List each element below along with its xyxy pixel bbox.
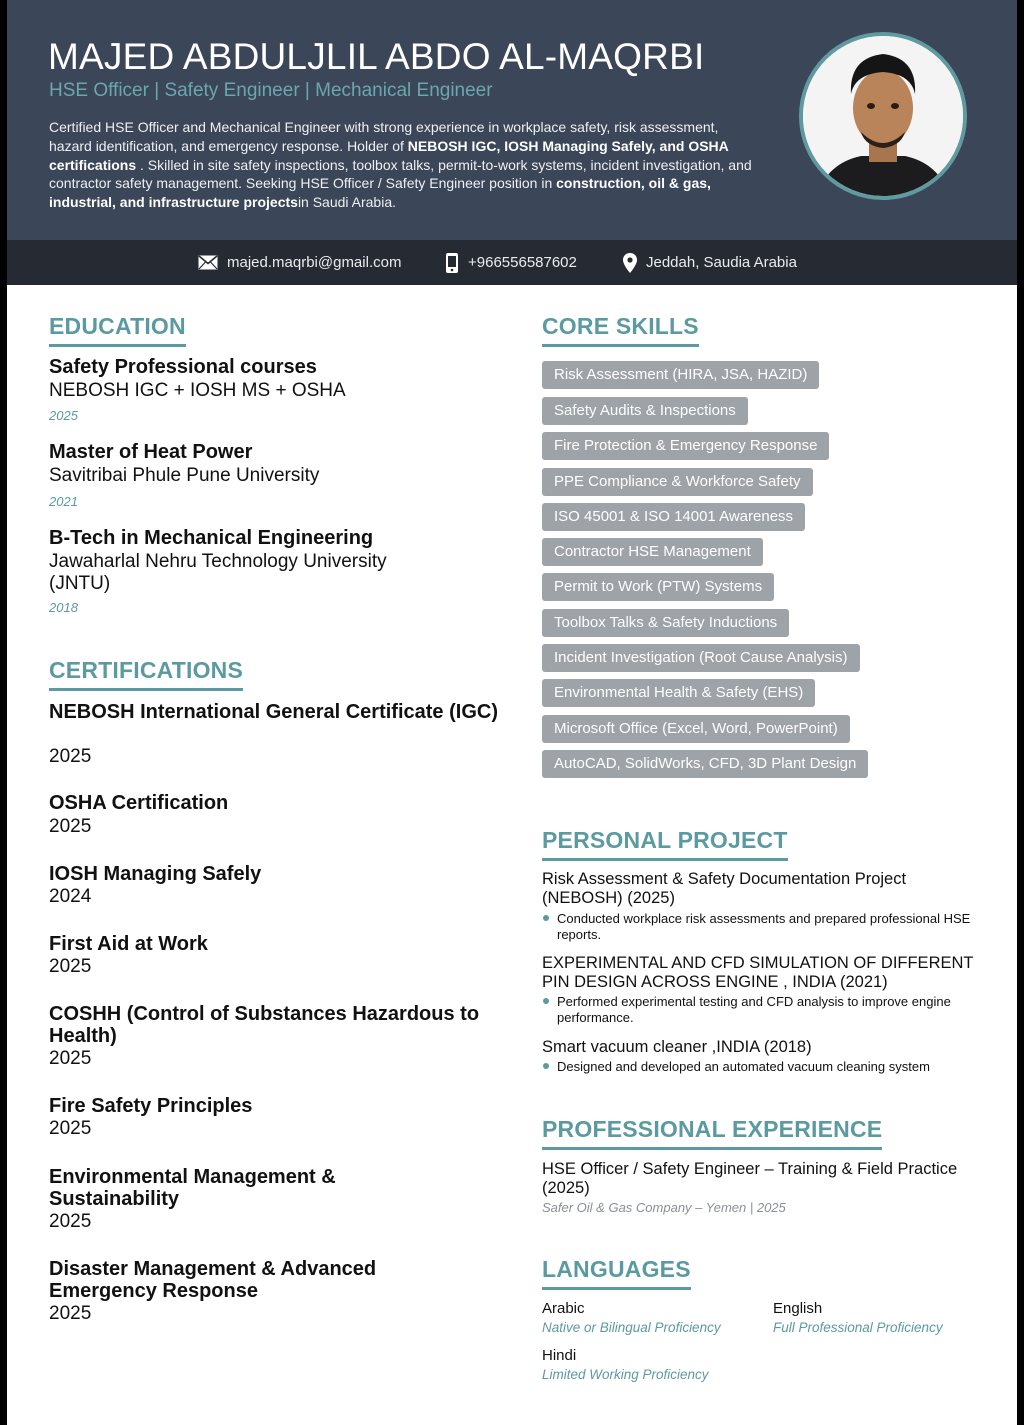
certification-year: 2025	[49, 1048, 92, 1069]
contact-email[interactable]	[198, 240, 401, 285]
phone-text: +966556587602	[468, 254, 577, 271]
experience-company: Safer Oil & Gas Company – Yemen | 2025	[542, 1200, 786, 1215]
candidate-name: MAJED ABDULJLIL ABDO AL-MAQRBI	[48, 36, 705, 77]
skill-chip: ISO 45001 & ISO 14001 Awareness	[542, 503, 805, 531]
experience-heading: PROFESSIONAL EXPERIENCE	[542, 1116, 882, 1150]
skill-chip: Permit to Work (PTW) Systems	[542, 573, 774, 601]
certification-name: IOSH Managing Safely	[49, 863, 262, 885]
language-name: English	[773, 1300, 823, 1317]
email-text: majed.maqrbi@gmail.com	[227, 254, 402, 271]
skill-chip: Contractor HSE Management	[542, 538, 763, 566]
language-level: Full Professional Proficiency	[773, 1320, 943, 1335]
certification-name: Fire Safety Principles	[49, 1095, 253, 1117]
project-title: EXPERIMENTAL AND CFD SIMULATION OF DIFFERENT PIN DESIGN ACROSS ENGINE , INDIA (2021)	[542, 954, 974, 991]
skill-chip: Microsoft Office (Excel, Word, PowerPoint)	[542, 715, 850, 743]
location-pin-icon	[623, 253, 637, 273]
education-year: 2018	[49, 600, 78, 615]
mail-icon	[198, 255, 218, 270]
certifications-heading: CERTIFICATIONS	[49, 657, 243, 691]
mobile-phone-icon	[445, 253, 459, 273]
summary-highlight-2: construction, oil & gas, industrial, and infrastructure projects	[49, 175, 711, 211]
certification-year: 2025	[49, 746, 92, 767]
skill-chip: PPE Compliance & Workforce Safety	[542, 468, 813, 496]
portrait-illustration	[803, 36, 963, 196]
education-year: 2021	[49, 494, 78, 509]
contact-location	[623, 240, 797, 285]
education-heading: EDUCATION	[49, 313, 186, 347]
certification-name: NEBOSH International General Certificate (IGC)	[49, 701, 498, 723]
summary-text-1: Certified HSE Officer and Mechanical Engineer with strong experience in workplace safety, risk assessment, hazard identification, and emergency response. Holder of	[49, 119, 719, 154]
language-name: Arabic	[542, 1300, 585, 1317]
profile-summary	[49, 118, 764, 212]
education-degree: Master of Heat Power	[49, 441, 253, 463]
project-detail: Conducted workplace risk assessments and prepared professional HSE reports.	[557, 911, 977, 943]
education-institution: NEBOSH IGC + IOSH MS + OSHA	[49, 380, 346, 401]
certification-name: Environmental Management & Sustainability	[49, 1166, 336, 1210]
certification-name: OSHA Certification	[49, 792, 229, 814]
project-detail: Performed experimental testing and CFD analysis to improve engine performance.	[557, 994, 977, 1026]
skill-chip: Fire Protection & Emergency Response	[542, 432, 829, 460]
language-name: Hindi	[542, 1347, 577, 1364]
language-level: Limited Working Proficiency	[542, 1367, 709, 1382]
skill-chip: Environmental Health & Safety (EHS)	[542, 679, 815, 707]
language-level: Native or Bilingual Proficiency	[542, 1320, 721, 1335]
education-institution: Jawaharlal Nehru Technology University (JNTU)	[49, 551, 387, 594]
certification-year: 2025	[49, 1118, 92, 1139]
contact-bar	[7, 240, 1017, 285]
header	[7, 0, 1017, 240]
certification-year: 2025	[49, 956, 92, 977]
languages-heading: LANGUAGES	[542, 1256, 691, 1290]
education-year: 2025	[49, 408, 78, 423]
certification-year: 2025	[49, 1303, 92, 1324]
education-institution: Savitribai Phule Pune University	[49, 465, 320, 486]
skill-chip: Incident Investigation (Root Cause Analysis)	[542, 644, 860, 672]
skills-heading: CORE SKILLS	[542, 313, 699, 347]
resume-page	[7, 0, 1017, 1425]
skill-chip: AutoCAD, SolidWorks, CFD, 3D Plant Design	[542, 750, 868, 778]
certification-year: 2024	[49, 886, 92, 907]
certification-name: Disaster Management & Advanced Emergency Response	[49, 1258, 377, 1302]
project-title: Smart vacuum cleaner ,INDIA (2018)	[542, 1038, 812, 1056]
project-title: Risk Assessment & Safety Documentation Project (NEBOSH) (2025)	[542, 870, 907, 907]
location-text: Jeddah, Saudia Arabia	[646, 254, 797, 271]
summary-highlight-1: NEBOSH IGC, IOSH Managing Safely, and OSHA certifications	[49, 137, 729, 173]
education-degree: B-Tech in Mechanical Engineering	[49, 527, 374, 549]
experience-role: HSE Officer / Safety Engineer – Training & Field Practice (2025)	[542, 1160, 958, 1197]
education-degree: Safety Professional courses	[49, 356, 317, 378]
summary-text-2: . Skilled in site safety inspections, toolbox talks, permit-to-work systems, incident investigation, and contractor safety management. Seeking HSE Officer / Safety Engineer position in	[49, 156, 752, 192]
skill-chip: Safety Audits & Inspections	[542, 397, 748, 425]
skill-chip: Toolbox Talks & Safety Inductions	[542, 609, 789, 637]
profile-photo	[799, 32, 967, 200]
certification-year: 2025	[49, 1211, 92, 1232]
project-detail: Designed and developed an automated vacuum cleaning system	[557, 1059, 977, 1075]
skill-chip: Risk Assessment (HIRA, JSA, HAZID)	[542, 361, 819, 389]
projects-heading: PERSONAL PROJECT	[542, 827, 788, 861]
contact-phone[interactable]	[445, 240, 577, 285]
summary-text-3: in Saudi Arabia.	[297, 194, 397, 211]
candidate-subtitle: HSE Officer | Safety Engineer | Mechanical Engineer	[49, 80, 493, 101]
certification-name: COSHH (Control of Substances Hazardous to Health)	[49, 1003, 480, 1047]
certification-year: 2025	[49, 816, 92, 837]
certification-name: First Aid at Work	[49, 933, 208, 955]
